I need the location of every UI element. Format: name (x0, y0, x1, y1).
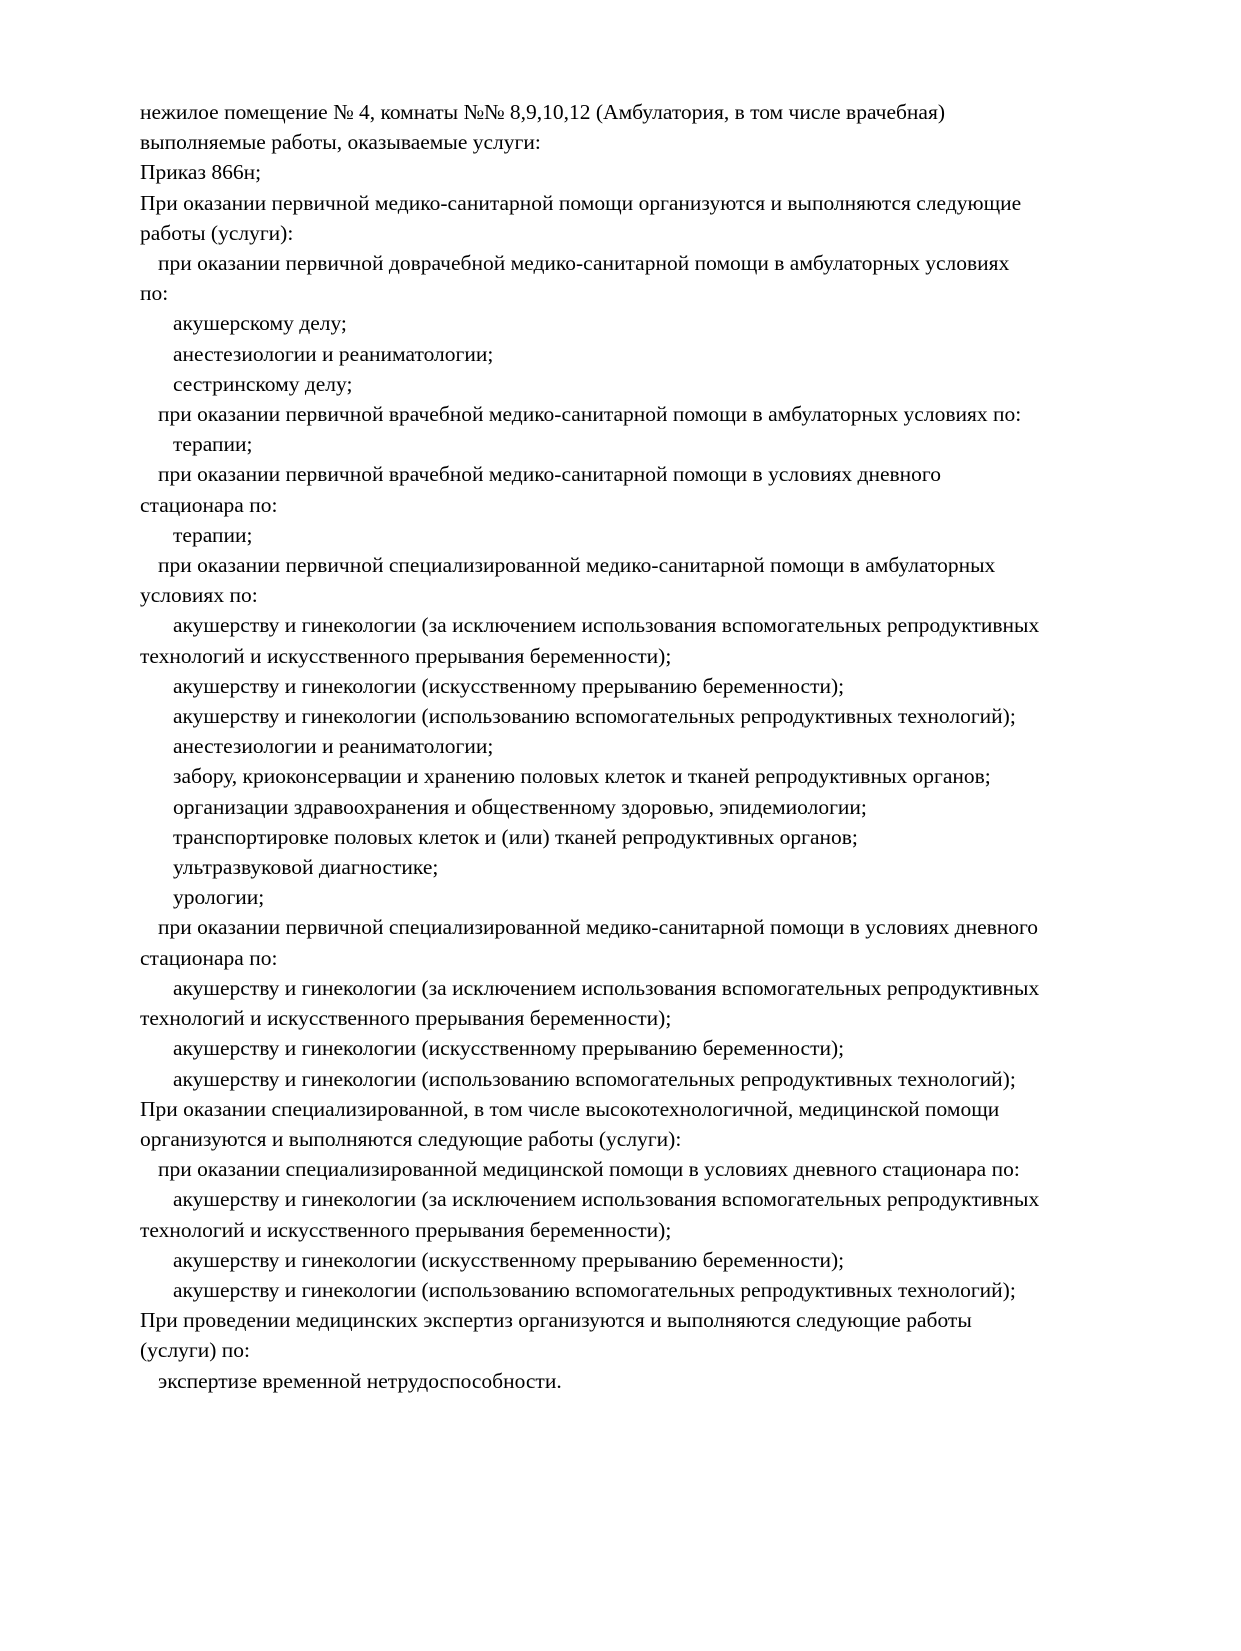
text-line: условиях по: (140, 583, 258, 608)
text-line: анестезиологии и реаниматологии; (173, 734, 494, 759)
text-line: терапии; (173, 522, 253, 547)
text-line: акушерству и гинекологии (искусственному прерыванию беременности); (173, 1247, 845, 1272)
text-line: акушерству и гинекологии (искусственному прерыванию беременности); (173, 673, 845, 698)
text-line: акушерскому делу; (173, 311, 347, 336)
text-line: работы (услуги): (140, 220, 294, 245)
text-line: анестезиологии и реаниматологии; (173, 341, 494, 366)
text-line: стационара по: (140, 945, 278, 970)
text-line: При оказании специализированной, в том числе высокотехнологичной, медицинской помощи (140, 1096, 1000, 1121)
text-line: организации здравоохранения и общественному здоровью, эпидемиологии; (173, 794, 867, 819)
text-line: стационара по: (140, 492, 278, 517)
text-line: (услуги) по: (140, 1338, 251, 1363)
text-line: при оказании первичной специализированной медико-санитарной помощи в условиях дневного (158, 915, 1039, 940)
text-line: при оказании специализированной медицинской помощи в условиях дневного стационара по: (158, 1157, 1020, 1182)
text-line: акушерству и гинекологии (искусственному прерыванию беременности); (173, 1036, 845, 1061)
text-line: терапии; (173, 432, 253, 457)
text-line: Приказ 866н; (140, 160, 262, 185)
text-line: нежилое помещение № 4, комнаты №№ 8,9,10,12 (Амбулатория, в том числе врачебная) (140, 100, 946, 124)
text-line: транспортировке половых клеток и (или) тканей репродуктивных органов; (173, 824, 858, 849)
text-line: забору, криоконсервации и хранению половых клеток и тканей репродуктивных органов; (173, 764, 991, 789)
text-line: экспертизе временной нетрудоспособности. (158, 1368, 562, 1393)
text-line: по: (140, 281, 169, 306)
text-line: сестринскому делу; (173, 371, 353, 396)
text-line: технологий и искусственного прерывания беременности); (140, 643, 672, 668)
text-line: при оказании первичной специализированной медико-санитарной помощи в амбулаторных (158, 553, 996, 578)
text-line: технологий и искусственного прерывания беременности); (140, 1217, 672, 1242)
text-line: акушерству и гинекологии (за исключением использования вспомогательных репродуктивных (173, 975, 1040, 1000)
text-line: При проведении медицинских экспертиз организуются и выполняются следующие работы (140, 1308, 972, 1333)
text-line: акушерству и гинекологии (использованию вспомогательных репродуктивных технологий); (173, 1066, 1016, 1091)
text-line: при оказании первичной врачебной медико-санитарной помощи в амбулаторных условиях по: (158, 402, 1022, 427)
text-line: акушерству и гинекологии (за исключением использования вспомогательных репродуктивных (173, 1187, 1040, 1212)
text-line: при оказании первичной доврачебной медико-санитарной помощи в амбулаторных условиях (158, 251, 1010, 276)
text-line: организуются и выполняются следующие работы (услуги): (140, 1126, 682, 1151)
text-line: ультразвуковой диагностике; (173, 855, 439, 880)
text-line: технологий и искусственного прерывания беременности); (140, 1006, 672, 1031)
text-line: при оказании первичной врачебной медико-санитарной помощи в условиях дневного (158, 462, 941, 487)
license-services-text-block (140, 97, 1150, 1396)
text-line: выполняемые работы, оказываемые услуги: (140, 130, 541, 155)
text-line: акушерству и гинекологии (использованию вспомогательных репродуктивных технологий); (173, 704, 1016, 729)
text-line: При оказании первичной медико-санитарной помощи организуются и выполняются следующие (140, 190, 1022, 215)
text-line: урологии; (173, 885, 265, 910)
text-line: акушерству и гинекологии (использованию вспомогательных репродуктивных технологий); (173, 1277, 1016, 1302)
text-line: акушерству и гинекологии (за исключением использования вспомогательных репродуктивных (173, 613, 1040, 638)
